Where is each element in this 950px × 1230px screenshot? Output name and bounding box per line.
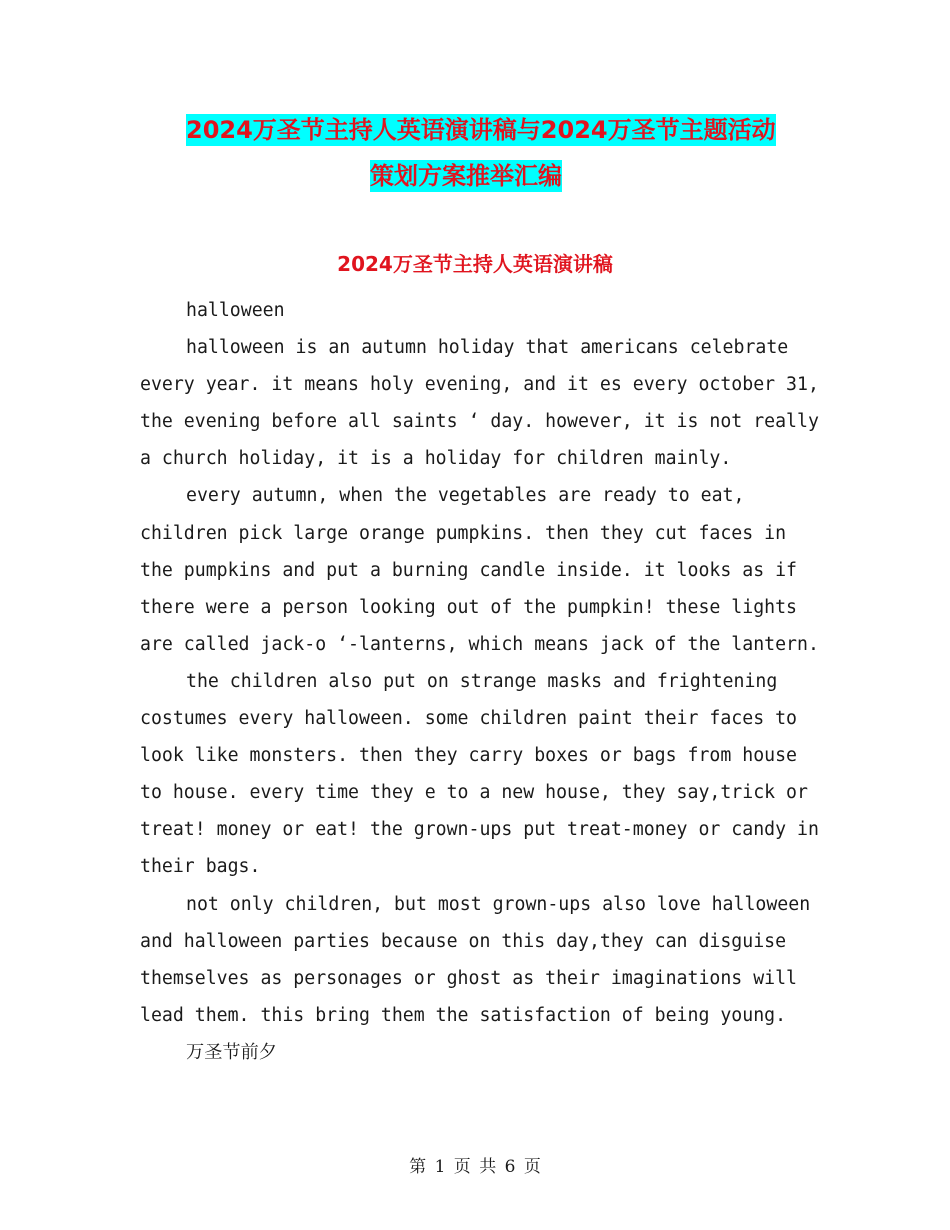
title-line-2: 策划方案推举汇编 (370, 162, 562, 190)
paragraph: 万圣节前夕 (186, 1041, 277, 1063)
title-line-1: 2024万圣节主持人英语演讲稿与2024万圣节主题活动 (186, 116, 776, 144)
section-title: 2024万圣节主持人英语演讲稿 (337, 252, 613, 276)
paragraph: not only children, but most grown-ups also love halloween and halloween parties because on this day,they can disguise themselves as personages or ghost as their imaginations will lead them. this bring them the satisfaction of being young. (140, 893, 822, 1026)
paragraph: halloween (186, 300, 285, 321)
page-footer: 第 1 页 共 6 页 (409, 1157, 541, 1177)
paragraph: the children also put on strange masks and frightening costumes every halloween. some children paint their faces to look like monsters. then they carry boxes or bags from house to house. every time they e to a new house, they say,trick or treat! money or eat! the grown-ups put treat-money or candy in their bags. (140, 670, 830, 878)
document-title (140, 112, 810, 195)
paragraph: halloween is an autumn holiday that americans celebrate every year. it means holy evening, and it es every october 31, the evening before all saints ‘ day. however, it is not really a church holiday, it is a holiday for children mainly. (140, 337, 830, 470)
body-text (140, 292, 830, 1071)
paragraph: every autumn, when the vegetables are ready to eat, children pick large orange pumpkins. then they cut faces in the pumpkins and put a burning candle inside. it looks as if there were a person looking out of the pumpkin! these lights are called jack-o ‘-lanterns, which means jack of the lantern. (140, 485, 819, 655)
